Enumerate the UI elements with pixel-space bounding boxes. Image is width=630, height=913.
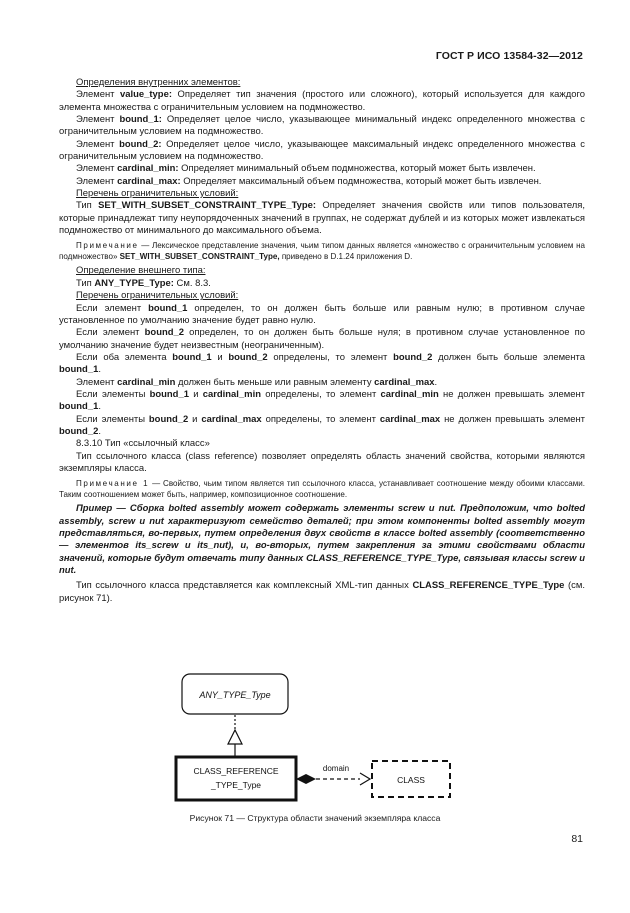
inheritance-arrow-icon bbox=[228, 730, 242, 744]
paragraph-bound-2: Элемент bound_2: Определяет целое число, указывающее максимальный индекс определенного множества с ограничительным условием на подмножество. bbox=[59, 138, 585, 163]
example-bolted-assembly: Пример — Сборка bolted assembly может содержать элементы screw и nut. Предположим, что bolted assembly, screw и nut характеризуют семейство деталей; при этом компоненты bolted assembly могут представляться, во-первых, путем определения двух свойств в классе bolted assembly (соответственно — элементов its_screw и its_nut), и, во-вторых, путем закрепления за этими свойствами области значений, которые будут отвечать типу данных CLASS_REFERENCE_TYPE_Type, связывая классы screw и nut. bbox=[59, 503, 585, 577]
section-heading-class-reference: 8.3.10 Тип «ссылочный класс» bbox=[76, 438, 210, 450]
paragraph-constraint-bound-2: Если элемент bound_2 определен, то он должен быть больше нуля; в противном случае установленное по умолчанию значение будет неизвестным (неограниченным). bbox=[59, 327, 585, 351]
paragraph-constraint-min-vs-bound: Если элементы bound_1 и cardinal_min определены, то элемент cardinal_min не должен превышать элемент bound_1. bbox=[59, 388, 585, 413]
paragraph-class-reference-intro: Тип ссылочного класса (class reference) позволяет определять область значений свойства, которыми являются экземпляры класса. bbox=[59, 450, 585, 474]
paragraph-cardinal-max: Элемент cardinal_max: Определяет максимальный объем подмножества, который может быть извлечен. bbox=[76, 175, 542, 187]
composition-diamond-icon bbox=[296, 774, 316, 784]
domain-edge-label: domain bbox=[322, 764, 350, 773]
paragraph-any-type: Тип ANY_TYPE_Type: См. 8.3. bbox=[76, 277, 211, 289]
paragraph-class-reference-xml: Тип ссылочного класса представляется как комплексный XML-тип данных CLASS_REFERENCE_TYPE_Type (см. рисунок 71). bbox=[59, 580, 585, 604]
paragraph-bound-1: Элемент bound_1: Определяет целое число, указывающее минимальный индекс определенного множества с ограничительным условием на подмножество. bbox=[59, 114, 585, 138]
class-reference-label-line2: _TYPE_Type bbox=[210, 780, 262, 790]
any-type-label: ANY_TYPE_Type bbox=[199, 690, 271, 700]
document-standard-header: ГОСТ Р ИСО 13584-32—2012 bbox=[435, 50, 583, 62]
section-heading-constraints: Перечень ограничительных условий: bbox=[76, 188, 239, 200]
paragraph-set-with-subset-constraint: Тип SET_WITH_SUBSET_CONSTRAINT_TYPE_Type: Определяет значения свойств или типов пользователя, которые принадлежат типу неупорядоченных значений в группах, не содержат дублей и из которых может извлекаться подмножество от минимального до максимального объема. bbox=[59, 200, 585, 237]
note-lexical-representation: Примечание — Лексическое представление значения, чьим типом данных является «множество с ограничительным условием на подмножество» SET_WITH_SUBSET_CONSTRAINT_Type, приведено в D.1.24 приложения D. bbox=[59, 241, 585, 262]
page-body bbox=[59, 77, 585, 605]
domain-arrow-icon bbox=[360, 773, 370, 785]
paragraph-cardinal-min: Элемент cardinal_min: Определяет минимальный объем подмножества, который может быть извлечен. bbox=[76, 163, 536, 175]
page-number: 81 bbox=[571, 833, 583, 845]
class-reference-type-box bbox=[176, 757, 296, 800]
class-box-label: CLASS bbox=[397, 775, 425, 785]
paragraph-constraint-cardinals-order: Элемент cardinal_min должен быть меньше или равным элементу cardinal_max. bbox=[76, 376, 438, 388]
class-reference-label-line1: CLASS_REFERENCE bbox=[193, 766, 279, 776]
section-heading-external-type: Определение внешнего типа: bbox=[76, 265, 206, 277]
paragraph-constraint-bound-1: Если элемент bound_1 определен, то он должен быть больше или равным нулю; в противном случае установленное по умолчанию значение будет равно нулю. bbox=[59, 302, 585, 326]
figure-class-reference-diagram bbox=[150, 668, 470, 808]
section-heading-internal-elements: Определения внутренних элементов: bbox=[76, 77, 241, 88]
paragraph-constraint-max-vs-bound: Если элементы bound_2 и cardinal_max определены, то элемент cardinal_max не должен превышать элемент bound_2. bbox=[59, 413, 585, 437]
paragraph-constraint-bounds-order: Если оба элемента bound_1 и bound_2 определены, то элемент bound_2 должен быть больше элемента bound_1. bbox=[59, 351, 585, 376]
section-heading-constraints-2: Перечень ограничительных условий: bbox=[76, 290, 239, 302]
note-class-relationship: Примечание 1 — Свойство, чьим типом является тип ссылочного класса, устанавливает соотношение между обоими классами. Таким соотношением может быть, например, композиционное соотношение. bbox=[59, 479, 585, 500]
figure-caption: Рисунок 71 — Структура области значений экземпляра класса bbox=[189, 813, 441, 823]
paragraph-value-type: Элемент value_type: Определяет тип значения (простого или сложного), который используется для каждого элемента множества с ограничительным условием на подмножество. bbox=[59, 89, 585, 113]
